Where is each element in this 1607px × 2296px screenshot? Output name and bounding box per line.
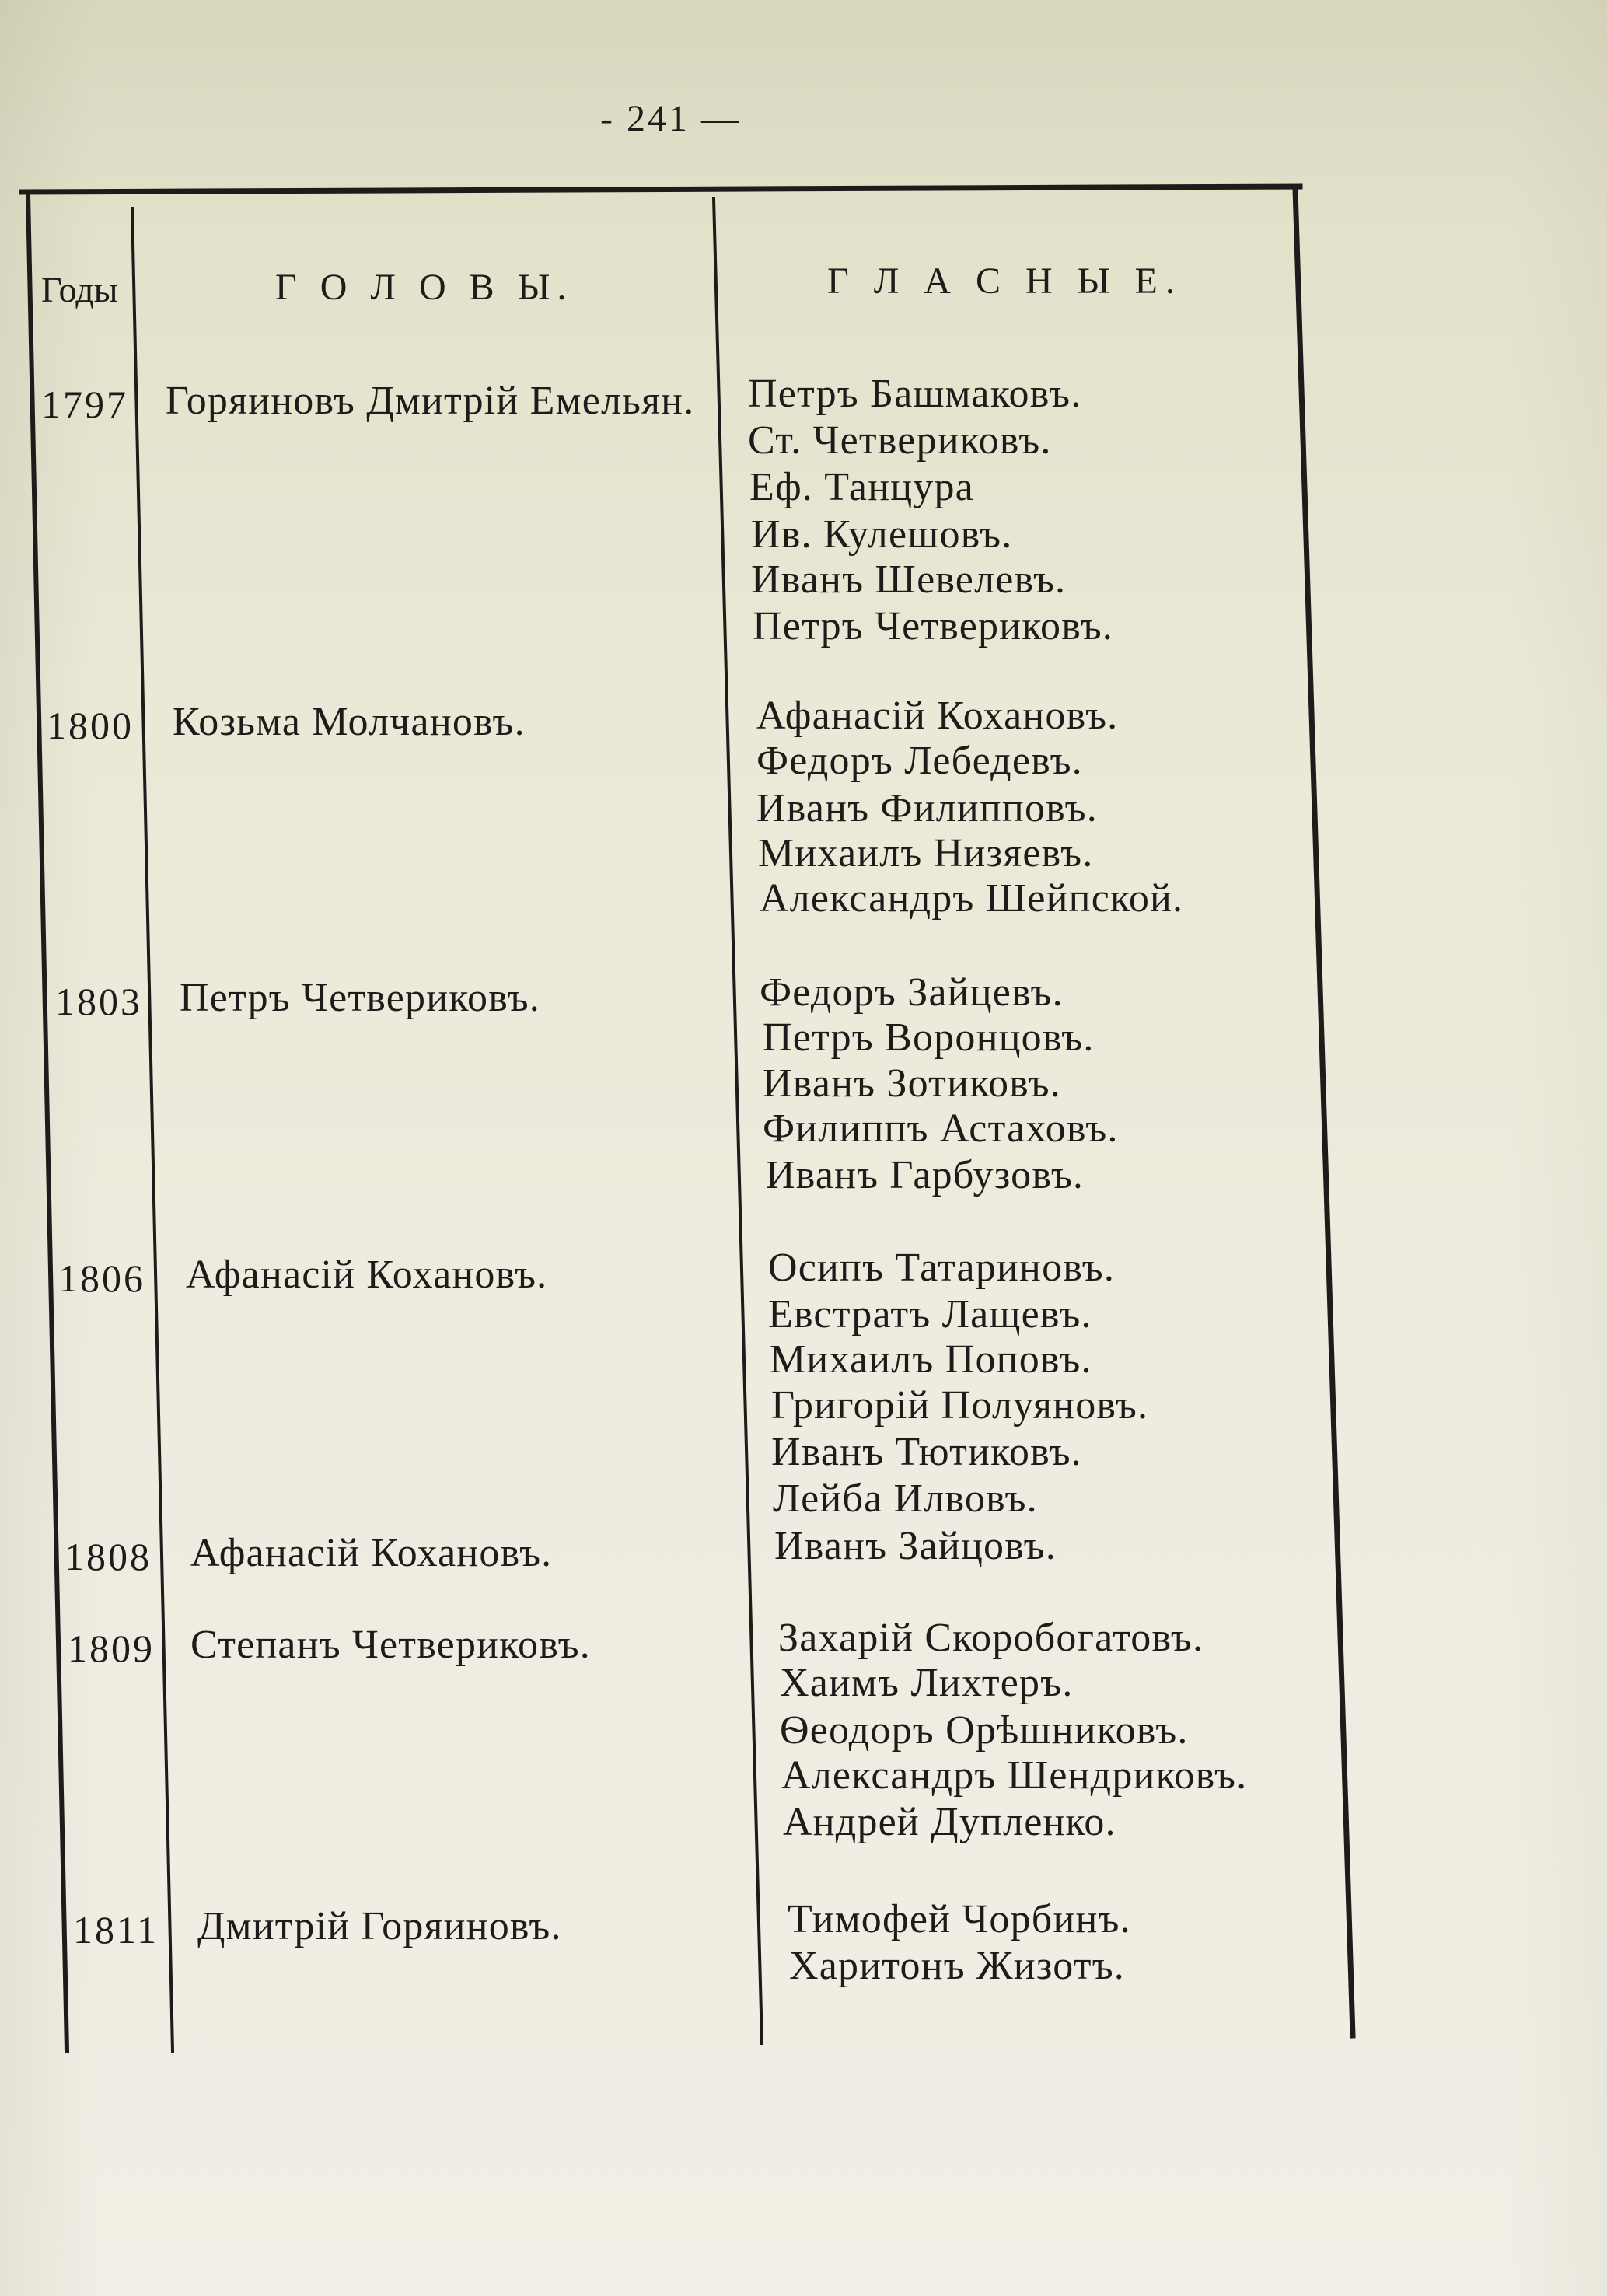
councillor-name: Иванъ Зотиковъ. xyxy=(763,1061,1061,1106)
councillor-name: Афанасій Кохановъ. xyxy=(756,694,1119,738)
councillor-name: Григорій Полуяновъ. xyxy=(771,1383,1149,1428)
head-name: Козьма Молчановъ. xyxy=(173,700,526,744)
head-name: Петръ Четвериковъ. xyxy=(180,976,541,1020)
table-right-border xyxy=(1295,189,1353,2036)
councillor-name: Александръ Шейпской. xyxy=(760,876,1184,921)
councillor-name: Иванъ Зайцовъ. xyxy=(774,1524,1057,1568)
councillor-name: Иванъ Гарбузовъ. xyxy=(766,1153,1085,1197)
column-divider-years xyxy=(132,208,173,2051)
councillor-name: Тимофей Чорбинъ. xyxy=(788,1897,1131,1941)
councillor-name: Федоръ Лебедевъ. xyxy=(756,739,1083,783)
year-cell: 1811 xyxy=(73,1908,159,1952)
year-cell: 1809 xyxy=(68,1627,155,1670)
header-years: Годы xyxy=(41,270,118,309)
councillor-name: Петръ Четвериковъ. xyxy=(753,604,1114,648)
head-name: Степанъ Четвериковъ. xyxy=(190,1623,591,1667)
councillor-name: Федоръ Зайцевъ. xyxy=(760,970,1064,1015)
year-cell: 1808 xyxy=(65,1535,152,1578)
councillor-name: Иванъ Тютиковъ. xyxy=(771,1430,1082,1474)
councillor-name: Андрей Дупленко. xyxy=(783,1800,1116,1844)
councillor-name: Ѳеодоръ Орѣшниковъ. xyxy=(780,1708,1189,1753)
councillor-name: Осипъ Татариновъ. xyxy=(768,1246,1116,1290)
councillor-name: Иванъ Шевелевъ. xyxy=(751,557,1067,602)
councillor-name: Филиппъ Астаховъ. xyxy=(763,1106,1119,1151)
page-number: - 241 — xyxy=(600,98,741,139)
table-top-rule xyxy=(22,187,1300,192)
councillor-name: Иванъ Филипповъ. xyxy=(756,786,1098,830)
year-cell: 1803 xyxy=(55,980,142,1023)
councillor-name: Евстратъ Лащевъ. xyxy=(768,1292,1092,1337)
head-name: Афанасій Кохановъ. xyxy=(190,1531,553,1575)
head-name: Дмитрій Горяиновъ. xyxy=(197,1904,562,1948)
councillor-name: Михаилъ Низяевъ. xyxy=(758,831,1094,875)
year-cell: 1806 xyxy=(58,1256,145,1300)
councillor-name: Харитонъ Жизотъ. xyxy=(789,1944,1126,1988)
councillor-name: Ив. Кулешовъ. xyxy=(751,512,1013,557)
councillor-name: Петръ Башмаковъ. xyxy=(748,372,1082,416)
councillor-name: Захарій Скоробогатовъ. xyxy=(778,1616,1204,1660)
head-name: Горяиновъ Дмитрій Емельян. xyxy=(166,379,695,423)
councillor-name: Петръ Воронцовъ. xyxy=(763,1015,1095,1060)
head-name: Афанасій Кохановъ. xyxy=(186,1253,548,1297)
year-cell: 1800 xyxy=(47,704,134,747)
table-left-border xyxy=(28,194,67,2051)
councillor-name: Еф. Танцура xyxy=(749,465,974,509)
councillor-name: Ст. Четвериковъ. xyxy=(748,418,1052,463)
councillor-name: Александръ Шендриковъ. xyxy=(781,1753,1248,1798)
councillor-name: Михаилъ Поповъ. xyxy=(770,1337,1092,1382)
councillor-name: Хаимъ Лихтеръ. xyxy=(780,1661,1074,1705)
header-heads: Г О Л О В Ы. xyxy=(275,267,574,308)
year-cell: 1797 xyxy=(41,383,128,426)
header-councillors: Г Л А С Н Ы Е. xyxy=(827,260,1183,302)
councillor-name: Лейба Илвовъ. xyxy=(773,1476,1038,1521)
